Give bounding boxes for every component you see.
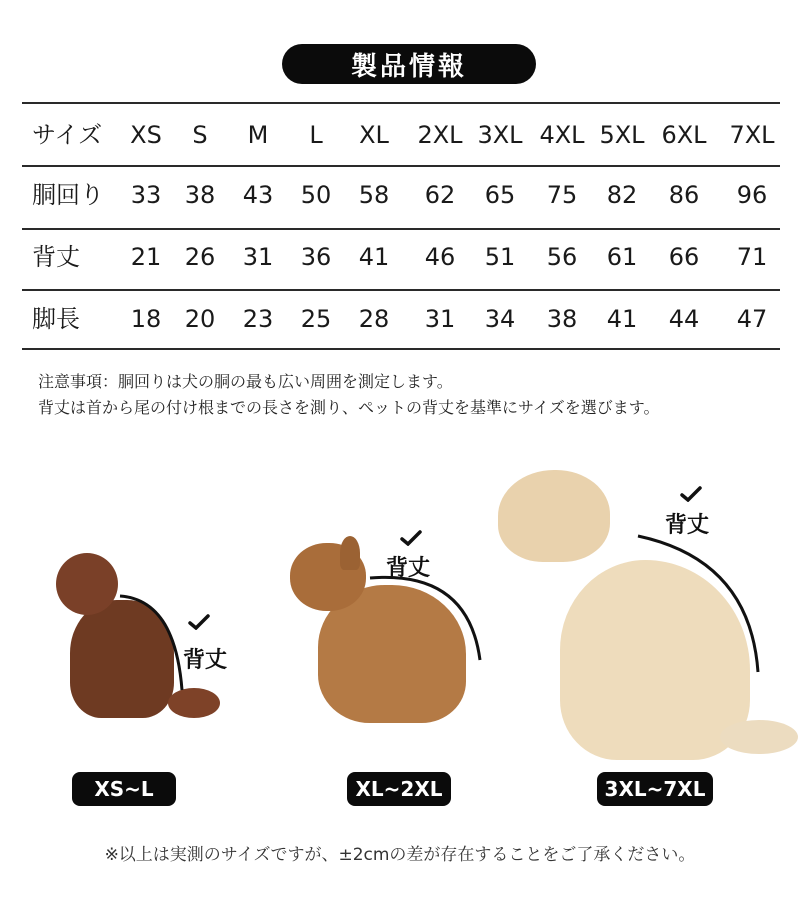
table-cell: 51	[484, 243, 516, 271]
page-title: 製品情報	[282, 44, 536, 84]
note-line-2: 背丈は首から尾の付け根までの長さを測り、ペットの背丈を基準にサイズを選びます。	[38, 398, 660, 417]
size-header-cell: 2XL	[417, 121, 463, 149]
table-cell: 46	[424, 243, 456, 271]
table-cell: 25	[300, 305, 332, 333]
checkmark-icon	[680, 486, 702, 502]
table-cell: 82	[606, 181, 638, 209]
row-label-back-length: 背丈	[32, 243, 80, 271]
size-range-badge: 3XL~7XL	[597, 772, 713, 806]
table-cell: 26	[184, 243, 216, 271]
header-label: サイズ	[32, 121, 103, 149]
table-cell: 44	[668, 305, 700, 333]
table-cell: 33	[130, 181, 162, 209]
table-cell: 20	[184, 305, 216, 333]
back-length-label: 背丈	[183, 648, 228, 673]
table-cell: 31	[424, 305, 456, 333]
table-cell: 58	[358, 181, 390, 209]
size-header-cell: S	[192, 121, 208, 149]
size-header-cell: XS	[130, 121, 162, 149]
table-cell: 50	[300, 181, 332, 209]
note-line-1: 注意事項：胴回りは犬の胴の最も広い周囲を測定します。	[38, 372, 453, 391]
size-range-badge: XS~L	[72, 772, 176, 806]
row-label-girth: 胴回り	[32, 181, 104, 209]
table-cell: 41	[358, 243, 390, 271]
table-cell: 43	[242, 181, 274, 209]
size-header-cell: 4XL	[539, 121, 585, 149]
table-cell: 86	[668, 181, 700, 209]
table-cell: 47	[736, 305, 768, 333]
table-cell: 28	[358, 305, 390, 333]
row-label-leg-length: 脚長	[32, 305, 80, 333]
table-cell: 75	[546, 181, 578, 209]
table-cell: 23	[242, 305, 274, 333]
table-cell: 31	[242, 243, 274, 271]
size-header-cell: 7XL	[729, 121, 775, 149]
table-cell: 34	[484, 305, 516, 333]
table-cell: 36	[300, 243, 332, 271]
table-cell: 18	[130, 305, 162, 333]
size-header-cell: XL	[359, 121, 389, 149]
back-length-label: 背丈	[386, 556, 431, 581]
table-cell: 62	[424, 181, 456, 209]
table-cell: 96	[736, 181, 768, 209]
back-length-label: 背丈	[665, 513, 710, 538]
size-header-cell: M	[247, 121, 269, 149]
table-cell: 41	[606, 305, 638, 333]
size-header-cell: 3XL	[477, 121, 523, 149]
footer-note: ※以上は実測のサイズですが、±2cmの差が存在することをご了承ください。	[104, 845, 696, 865]
size-range-badge: XL~2XL	[347, 772, 451, 806]
size-header-cell: L	[309, 121, 323, 149]
table-cell: 56	[546, 243, 578, 271]
table-cell: 71	[736, 243, 768, 271]
table-cell: 21	[130, 243, 162, 271]
table-cell: 65	[484, 181, 516, 209]
table-cell: 38	[184, 181, 216, 209]
table-cell: 61	[606, 243, 638, 271]
size-header-cell: 6XL	[661, 121, 707, 149]
table-cell: 66	[668, 243, 700, 271]
table-cell: 38	[546, 305, 578, 333]
size-header-cell: 5XL	[599, 121, 645, 149]
